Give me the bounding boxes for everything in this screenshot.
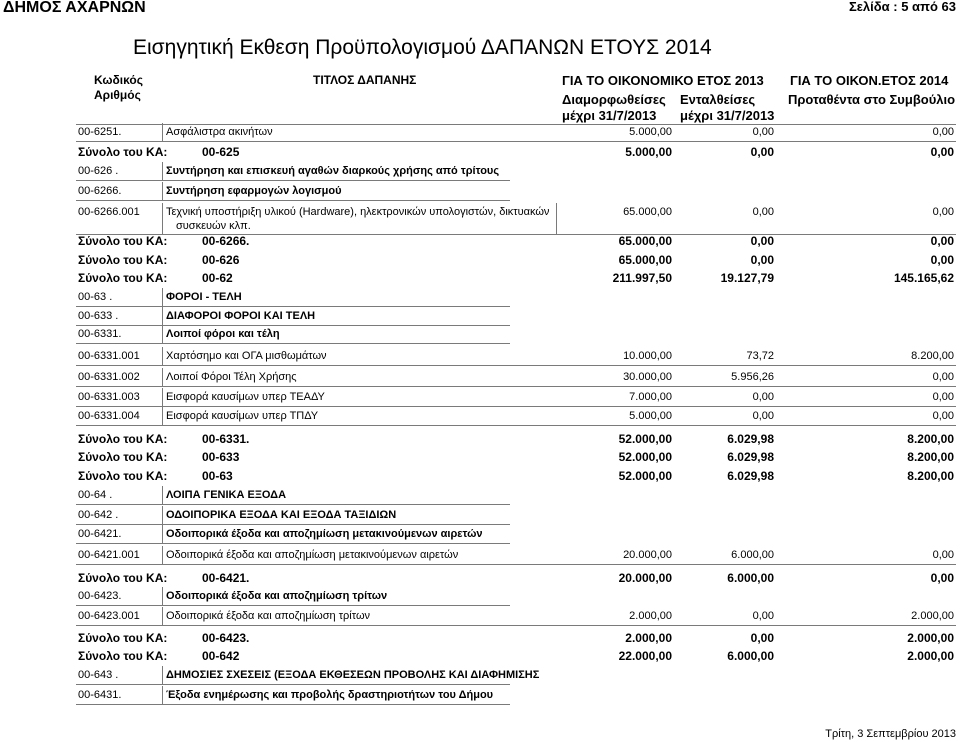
row-code: 00-64 .: [78, 489, 113, 501]
row-heading: ΦΟΡΟΙ - ΤΕΛΗ: [166, 291, 242, 303]
total-paid: 0,00: [750, 145, 774, 159]
rule-line: [162, 368, 163, 386]
total-label: Σύνολο του ΚΑ:: [78, 145, 168, 159]
row-paid: 6.000,00: [731, 549, 774, 561]
row-proposed: 0,00: [932, 371, 954, 383]
total-approved: 52.000,00: [618, 432, 672, 446]
rule-line: [162, 307, 163, 326]
total-paid: 0,00: [750, 631, 774, 645]
rule-line: [76, 425, 956, 426]
rule-line: [162, 347, 163, 365]
rule-line: [76, 365, 956, 366]
total-approved: 22.000,00: [618, 649, 672, 663]
total-code: 00-63: [202, 469, 233, 483]
rule-line: [162, 486, 163, 505]
total-proposed: 8.200,00: [907, 469, 954, 483]
row-code: 00-6421.: [78, 528, 122, 540]
row-title: Οδοιπορικά έξοδα και αποζημίωση μετακινούμενων αιρετών: [166, 549, 459, 561]
row-heading: ΔΙΑΦΟΡΟΙ ΦΟΡΟΙ ΚΑΙ ΤΕΛΗ: [166, 310, 316, 322]
rule-line: [556, 203, 557, 234]
total-label: Σύνολο του ΚΑ:: [78, 253, 168, 267]
rule-line: [76, 200, 510, 201]
row-paid: 5.956,26: [731, 371, 774, 383]
row-code: 00-6331.004: [78, 410, 140, 422]
rule-line: [162, 325, 163, 344]
row-code: 00-63 .: [78, 291, 113, 303]
rule-line: [76, 504, 510, 505]
rule-line: [162, 546, 163, 564]
row-proposed: 0,00: [932, 126, 954, 138]
col-code-label: Κωδικός: [94, 73, 144, 87]
total-paid: 6.000,00: [727, 649, 774, 663]
row-approved: 30.000,00: [623, 371, 672, 383]
row-approved: 5.000,00: [629, 410, 672, 422]
rule-line: [162, 388, 163, 406]
row-approved: 20.000,00: [623, 549, 672, 561]
rule-line: [162, 203, 163, 234]
row-code: 00-642 .: [78, 509, 119, 521]
total-code: 00-6423.: [202, 631, 250, 645]
total-paid: 6.029,98: [727, 450, 774, 464]
row-title: Εισφορά καυσίμων υπερ ΤΠΔΥ: [166, 410, 319, 422]
total-code: 00-6421.: [202, 571, 250, 585]
total-paid: 0,00: [750, 234, 774, 248]
total-approved: 20.000,00: [618, 571, 672, 585]
total-proposed: 0,00: [930, 145, 954, 159]
rule-line: [76, 343, 510, 344]
row-proposed: 0,00: [932, 206, 954, 218]
total-approved: 65.000,00: [618, 253, 672, 267]
rule-line: [162, 506, 163, 525]
row-approved: 10.000,00: [623, 350, 672, 362]
row-code: 00-6251.: [78, 126, 122, 138]
rule-line: [76, 524, 510, 525]
row-paid: 0,00: [752, 206, 774, 218]
total-approved: 211.997,50: [612, 271, 672, 285]
row-approved: 5.000,00: [629, 126, 672, 138]
row-code: 00-6331.002: [78, 371, 140, 383]
total-proposed: 0,00: [930, 253, 954, 267]
rule-line: [76, 141, 956, 142]
total-proposed: 2.000,00: [907, 631, 954, 645]
rule-line: [162, 607, 163, 625]
rule-line: [76, 564, 956, 565]
total-paid: 6.029,98: [727, 432, 774, 446]
row-paid: 0,00: [752, 126, 774, 138]
total-code: 00-633: [202, 450, 240, 464]
footer-date: Τρίτη, 3 Σεπτεμβρίου 2013: [825, 728, 956, 740]
row-code: 00-6331.: [78, 328, 122, 340]
row-heading: ΟΔΟΙΠΟΡΙΚΑ ΕΞΟΔΑ ΚΑΙ ΕΞΟΔΑ ΤΑΞΙΔΙΩΝ: [166, 509, 397, 521]
rule-line: [162, 162, 163, 181]
col-number-label: Αριθμός: [94, 88, 141, 102]
row-proposed: 8.200,00: [911, 350, 954, 362]
row-heading: Συντήρηση και επισκευή αγαθών διαρκούς χρήσης από τρίτους: [166, 165, 500, 177]
row-title: Χαρτόσημο και ΟΓΑ μισθωμάτων: [166, 350, 327, 362]
rule-line: [162, 407, 163, 425]
row-code: 00-6423.: [78, 590, 122, 602]
total-code: 00-642: [202, 649, 240, 663]
total-approved: 52.000,00: [618, 469, 672, 483]
col-approved-date: μέχρι 31/7/2013: [562, 108, 657, 123]
row-proposed: 0,00: [932, 391, 954, 403]
row-paid: 0,00: [752, 610, 774, 622]
rule-line: [162, 123, 163, 141]
total-proposed: 0,00: [930, 234, 954, 248]
page-number: Σελίδα : 5 από 63: [848, 0, 956, 14]
row-approved: 7.000,00: [629, 391, 672, 403]
row-heading: Λοιποί φόροι και τέλη: [166, 328, 280, 340]
row-heading: Οδοιπορικά έξοδα και αποζημίωση τρίτων: [166, 590, 388, 602]
row-code: 00-643 .: [78, 669, 119, 681]
total-approved: 2.000,00: [625, 631, 672, 645]
row-title: Οδοιπορικά έξοδα και αποζημίωση τρίτων: [166, 610, 371, 622]
rule-line: [162, 525, 163, 544]
total-proposed: 8.200,00: [907, 450, 954, 464]
rule-line: [162, 686, 163, 705]
row-title: Ασφάλιστρα ακινήτων: [166, 126, 273, 138]
rule-line: [76, 180, 510, 181]
rule-line: [76, 325, 510, 326]
total-label: Σύνολο του ΚΑ:: [78, 450, 168, 464]
total-label: Σύνολο του ΚΑ:: [78, 469, 168, 483]
row-heading: ΛΟΙΠΑ ΓΕΝΙΚΑ ΕΞΟΔΑ: [166, 489, 287, 501]
total-label: Σύνολο του ΚΑ:: [78, 432, 168, 446]
row-heading: Συντήρηση εφαρμογών λογισμού: [166, 185, 342, 197]
rule-line: [76, 386, 956, 387]
col-paid-label: Ενταλθείσες: [680, 92, 756, 107]
total-label: Σύνολο του ΚΑ:: [78, 571, 168, 585]
total-paid: 19.127,79: [720, 271, 774, 285]
row-title: Εισφορά καυσίμων υπερ ΤΕΑΔΥ: [166, 391, 325, 403]
row-paid: 0,00: [752, 391, 774, 403]
rule-line: [162, 288, 163, 307]
total-label: Σύνολο του ΚΑ:: [78, 631, 168, 645]
rule-line: [162, 666, 163, 685]
total-label: Σύνολο του ΚΑ:: [78, 271, 168, 285]
total-paid: 6.000,00: [727, 571, 774, 585]
row-heading: Έξοδα ενημέρωσης και προβολής δραστηριοτήτων του Δήμου: [166, 689, 494, 701]
rule-line: [76, 306, 510, 307]
col-approved-label: Διαμορφωθείσες: [562, 92, 666, 107]
row-title: Λοιποί Φόροι Τέλη Χρήσης: [166, 371, 297, 383]
row-approved: 65.000,00: [623, 206, 672, 218]
total-paid: 0,00: [750, 253, 774, 267]
row-code: 00-6266.001: [78, 206, 140, 218]
total-code: 00-62: [202, 271, 233, 285]
rule-line: [76, 605, 510, 606]
row-heading: Οδοιπορικά έξοδα και αποζημίωση μετακινούμενων αιρετών: [166, 528, 483, 540]
total-approved: 5.000,00: [625, 145, 672, 159]
page-title: Εισηγητική Εκθεση Προϋπολογισμού ΔΑΠΑΝΩΝ ΕΤΟΥΣ 2014: [133, 36, 712, 59]
total-label: Σύνολο του ΚΑ:: [78, 234, 168, 248]
row-heading: ΔΗΜΟΣΙΕΣ ΣΧΕΣΕΙΣ (ΕΞΟΔΑ ΕΚΘΕΣΕΩΝ ΠΡΟΒΟΛΗΣ ΚΑΙ ΔΙΑΦΗΜΙΣΗΣ: [166, 669, 540, 681]
col-title-label: ΤΙΤΛΟΣ ΔΑΠΑΝΗΣ: [313, 73, 417, 87]
total-proposed: 2.000,00: [907, 649, 954, 663]
total-proposed: 145.165,62: [893, 271, 954, 285]
row-code: 00-6266.: [78, 185, 122, 197]
row-paid: 73,72: [746, 350, 774, 362]
row-code: 00-6331.003: [78, 391, 140, 403]
total-code: 00-6331.: [202, 432, 250, 446]
row-code: 00-6421.001: [78, 549, 140, 561]
row-title: Τεχνική υποστήριξη υλικού (Hardware), ηλεκτρονικών υπολογιστών, δικτυακών: [166, 206, 550, 218]
row-approved: 2.000,00: [629, 610, 672, 622]
rule-line: [76, 625, 956, 626]
total-code: 00-6266.: [202, 234, 250, 248]
total-proposed: 8.200,00: [907, 432, 954, 446]
total-approved: 65.000,00: [618, 234, 672, 248]
row-proposed: 0,00: [932, 410, 954, 422]
row-code: 00-6423.001: [78, 610, 140, 622]
row-proposed: 2.000,00: [911, 610, 954, 622]
row-code: 00-6331.001: [78, 350, 140, 362]
row-paid: 0,00: [752, 410, 774, 422]
row-code: 00-633 .: [78, 310, 119, 322]
rule-line: [76, 704, 510, 705]
col-proposed-label: Προταθέντα στο Συμβούλιο: [788, 92, 956, 107]
col-year-2013-label: ΓΙΑ ΤΟ ΟΙΚΟΝΟΜΙΚΟ ΕΤΟΣ 2013: [562, 73, 764, 88]
rule-line: [76, 684, 510, 685]
total-label: Σύνολο του ΚΑ:: [78, 649, 168, 663]
rule-line: [76, 543, 510, 544]
row-proposed: 0,00: [932, 549, 954, 561]
total-approved: 52.000,00: [618, 450, 672, 464]
total-code: 00-626: [202, 253, 240, 267]
total-code: 00-625: [202, 145, 240, 159]
municipality-name: ΔΗΜΟΣ ΑΧΑΡΝΩΝ: [3, 0, 146, 16]
row-code: 00-626 .: [78, 165, 119, 177]
rule-line: [162, 182, 163, 201]
total-paid: 6.029,98: [727, 469, 774, 483]
rule-line: [76, 406, 956, 407]
col-paid-date: μέχρι 31/7/2013: [680, 108, 775, 123]
row-code: 00-6431.: [78, 689, 122, 701]
rule-line: [162, 587, 163, 606]
total-proposed: 0,00: [930, 571, 954, 585]
row-title-cont: συσκευών κλπ.: [176, 220, 251, 232]
col-year-2014-label: ΓΙΑ ΤΟ ΟΙΚΟΝ.ΕΤΟΣ 2014: [790, 73, 949, 88]
